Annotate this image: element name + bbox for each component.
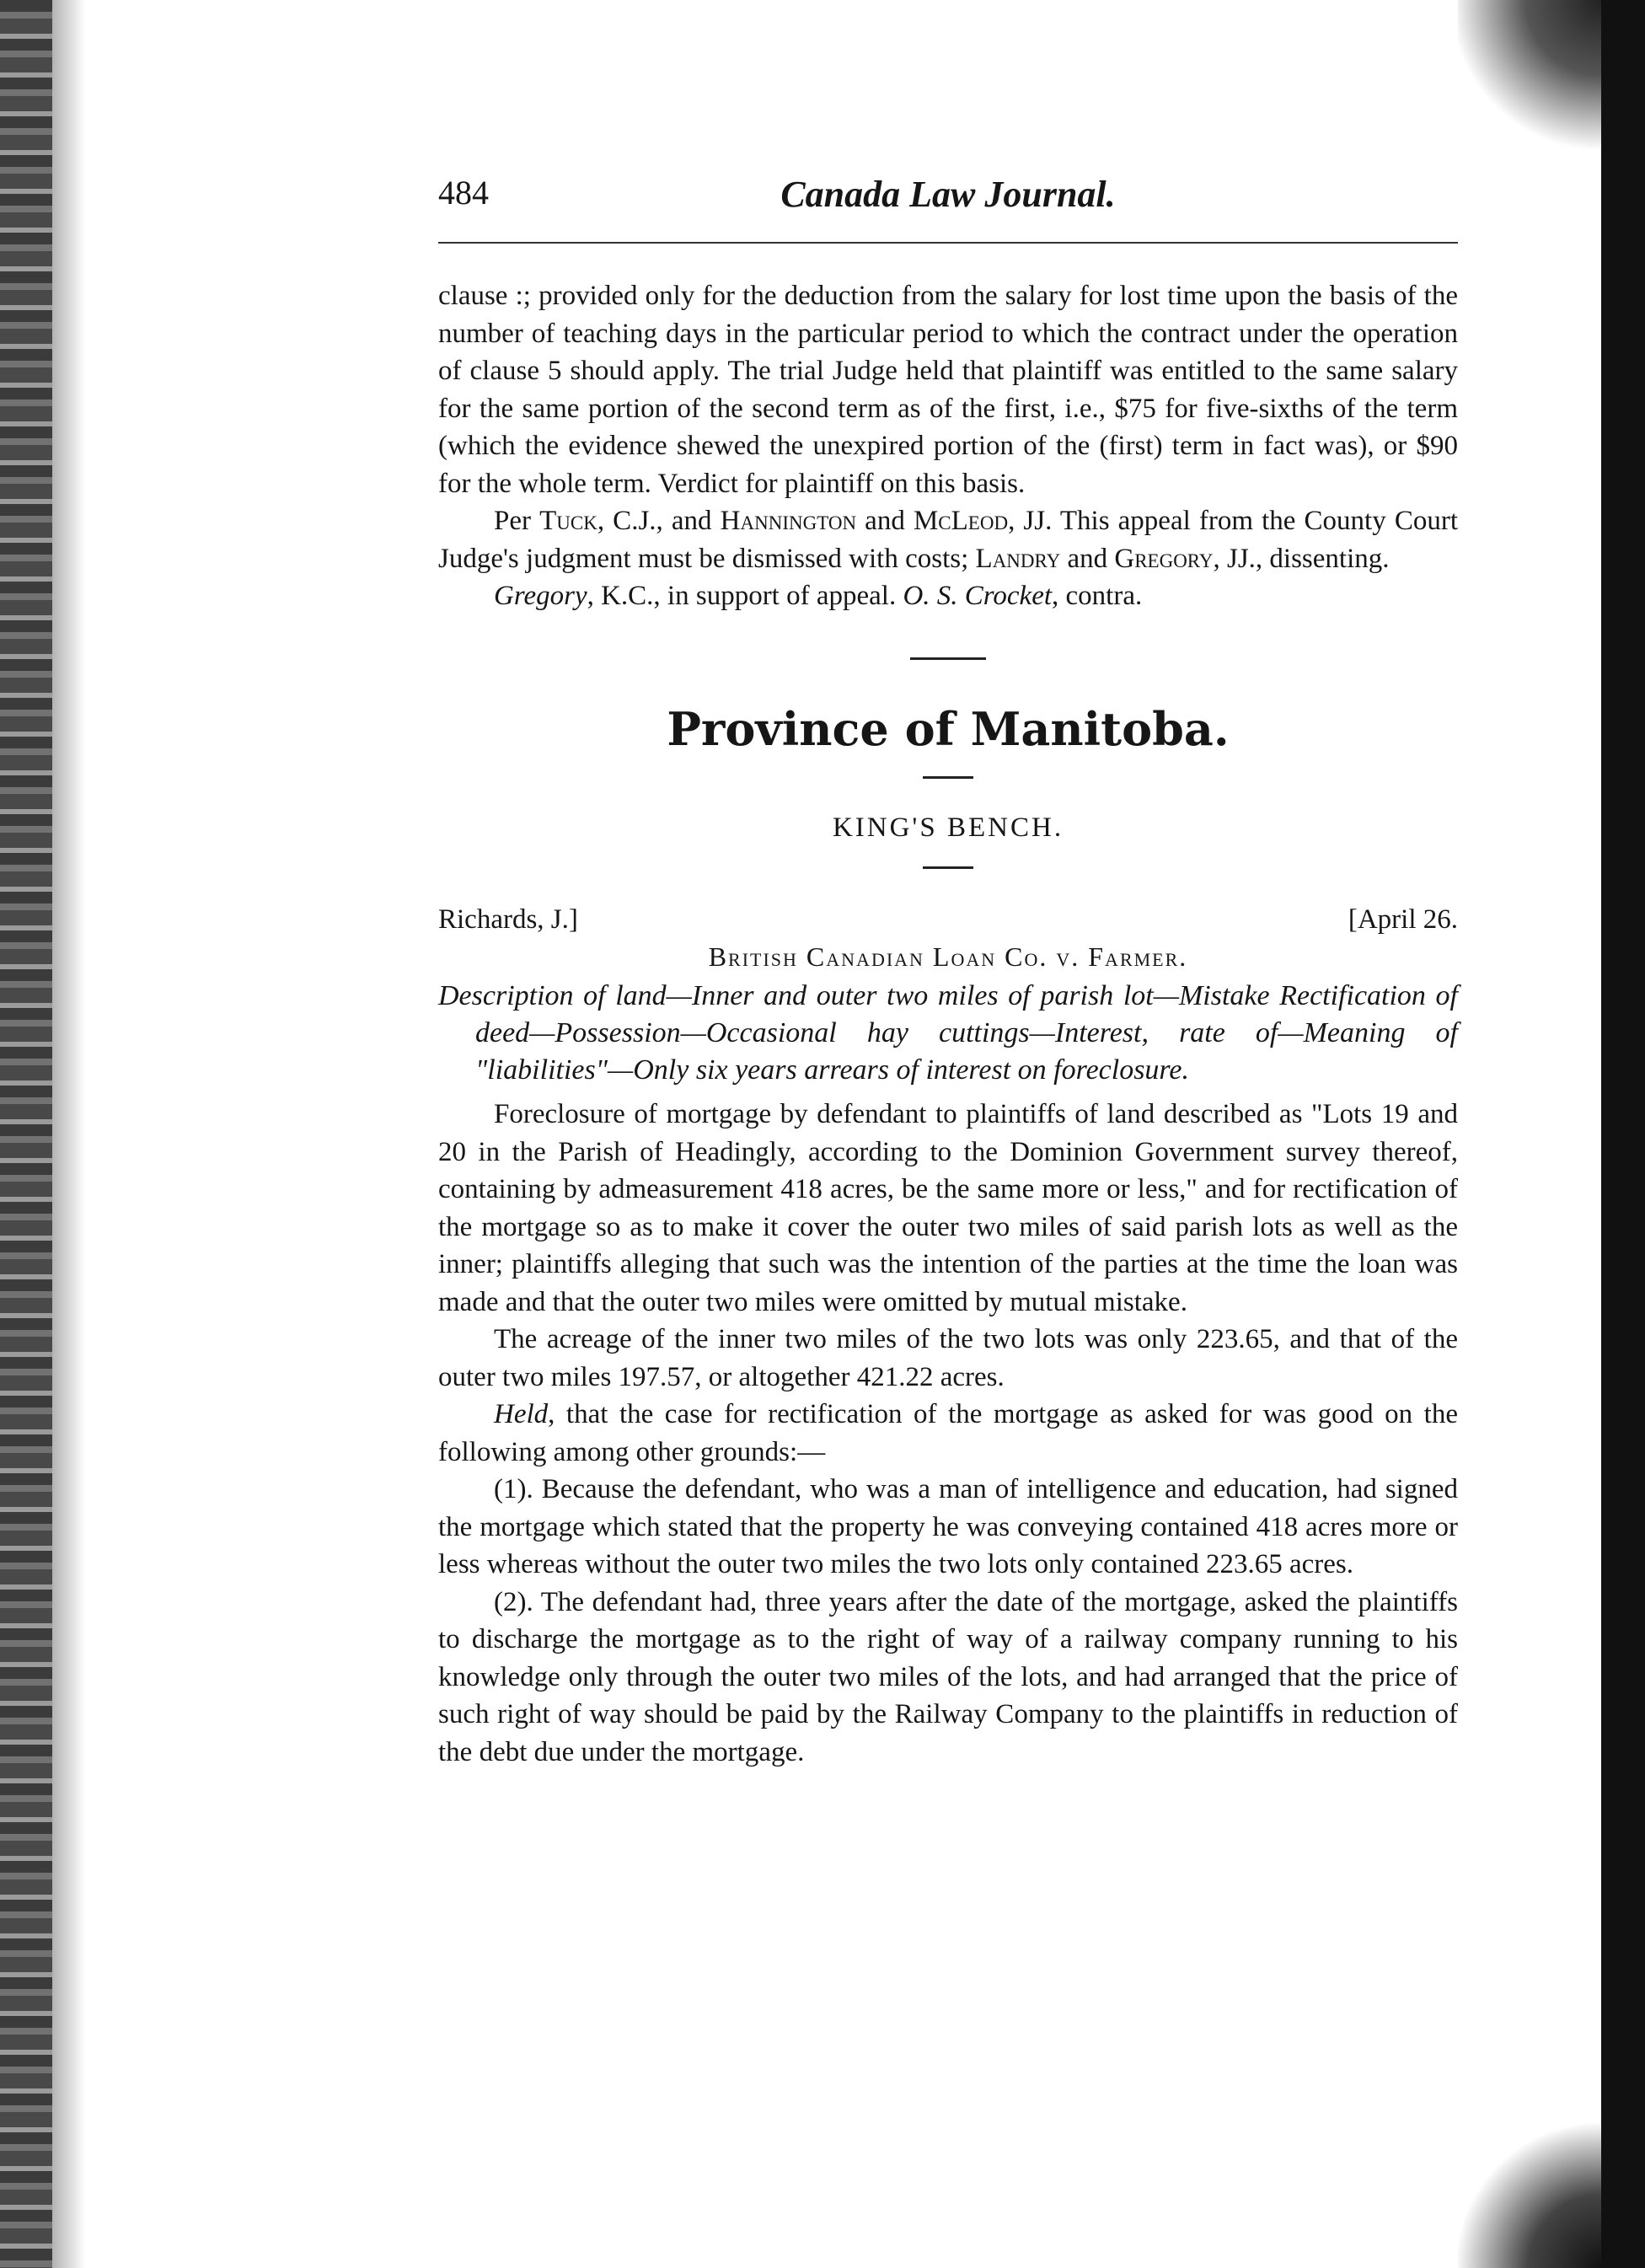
counsel-crocket: O. S. Crocket xyxy=(903,581,1053,611)
held-label: Held xyxy=(494,1399,549,1429)
text-dissenting: , JJ., dissenting. xyxy=(1213,543,1390,574)
document-page xyxy=(438,173,1458,1771)
judge-name: Richards, J.] xyxy=(438,904,578,935)
case-paragraph xyxy=(438,1396,1458,1471)
held-text: , that the case for rectification of the mortgage as asked for was good on the following among other grounds:— xyxy=(438,1399,1458,1467)
scan-shadow-right xyxy=(1601,0,1645,2268)
text-cj: , C.J., and xyxy=(597,506,712,536)
case-paragraph: (1). Because the defendant, who was a man of intelligence and education, had signed the mortgage which stated that the property he was conveying contained 418 acres more or less whereas without the outer two miles the two lots only contained 223.65 acres. xyxy=(438,1474,1458,1579)
section-title: Province of Manitoba. xyxy=(667,701,1230,756)
scan-corner-top-right xyxy=(1458,0,1601,160)
court-heading: KING'S BENCH. xyxy=(832,812,1064,843)
text-and-2: and xyxy=(1067,543,1108,574)
judge-name-landry: Landry xyxy=(975,543,1061,574)
scan-corner-bottom-right xyxy=(1458,2116,1601,2268)
case-paragraph: The acreage of the inner two miles of the two lots was only 223.65, and that of the outer two miles 197.57, or altogether 421.22 acres. xyxy=(438,1324,1458,1392)
continued-paragraph: clause :; provided only for the deduction from the salary for lost time upon the basis of the number of teaching days in the particular period to which the contract under the operation of clause 5 should apply. The trial Judge held that plaintiff was entitled to the same salary for the same portion of the second term as of the first, i.e., $75 for five-sixths of the term (which the evidence shewed the unexpired portion of the (first) term in fact was), or $90 for the whole term. Verdict for plaintiff on this basis. xyxy=(438,281,1458,499)
judge-name-mcleod: McLeod xyxy=(913,506,1009,536)
judge-name-gregory: Gregory xyxy=(1114,543,1214,574)
title-divider xyxy=(923,776,973,779)
scan-shadow-left xyxy=(0,0,52,2268)
running-head xyxy=(438,173,1458,232)
case-name: British Canadian Loan Co. v. Farmer. xyxy=(708,941,1188,972)
case-date: [April 26. xyxy=(1348,904,1458,935)
section-divider xyxy=(910,657,986,660)
counsel-contra: , contra. xyxy=(1052,581,1143,611)
case-paragraph: Foreclosure of mortgage by defendant to plaintiffs of land described as "Lots 19 and 20 in the Parish of Headingly, according to the Dominion Government survey thereof, containing by admeasurement 418 acres, be the same more or less," and for rectification of the mortgage so as to make it cover the outer two miles of said parish lots as well as the inner; plaintiffs alleging that such was the intention of the parties at the time the loan was made and that the outer two miles were omitted by mutual mistake. xyxy=(438,1099,1458,1317)
court-opinion-paragraph xyxy=(438,502,1458,577)
journal-title: Canada Law Journal. xyxy=(780,174,1116,215)
text-and: and xyxy=(865,506,905,536)
page-number: 484 xyxy=(438,174,489,212)
counsel-text: , K.C., in support of appeal. xyxy=(587,581,897,611)
text-appeal-dismissed: , JJ. This appeal from the County Court Judge's judgment must be dismissed with costs; xyxy=(438,506,1458,574)
case-paragraph: (2). The defendant had, three years after the date of the mortgage, asked the plaintiffs to discharge the mortgage as to the right of way of a railway company running to his knowledge only through the outer two miles of the lots, and had arranged that the price of such right of way should be paid by the Railway Company to the plaintiffs in reduction of the debt due under the mortgage. xyxy=(438,1586,1458,1767)
court-divider xyxy=(923,866,973,869)
header-rule xyxy=(438,242,1458,244)
judge-name-hannington: Hannington xyxy=(720,506,857,536)
case-judge-line xyxy=(438,904,1458,941)
counsel-line xyxy=(438,577,1458,615)
counsel-gregory: Gregory xyxy=(494,581,587,611)
judge-name-tuck: Tuck xyxy=(539,506,597,536)
text-per: Per xyxy=(494,506,531,536)
headnote: Description of land—Inner and outer two miles of parish lot—Mistake Rectification of deed—Possession—Occasional hay cuttings—Interest, rate of—Meaning of "liabilities"—Only six years arrears of interest on foreclosure. xyxy=(438,980,1458,1086)
